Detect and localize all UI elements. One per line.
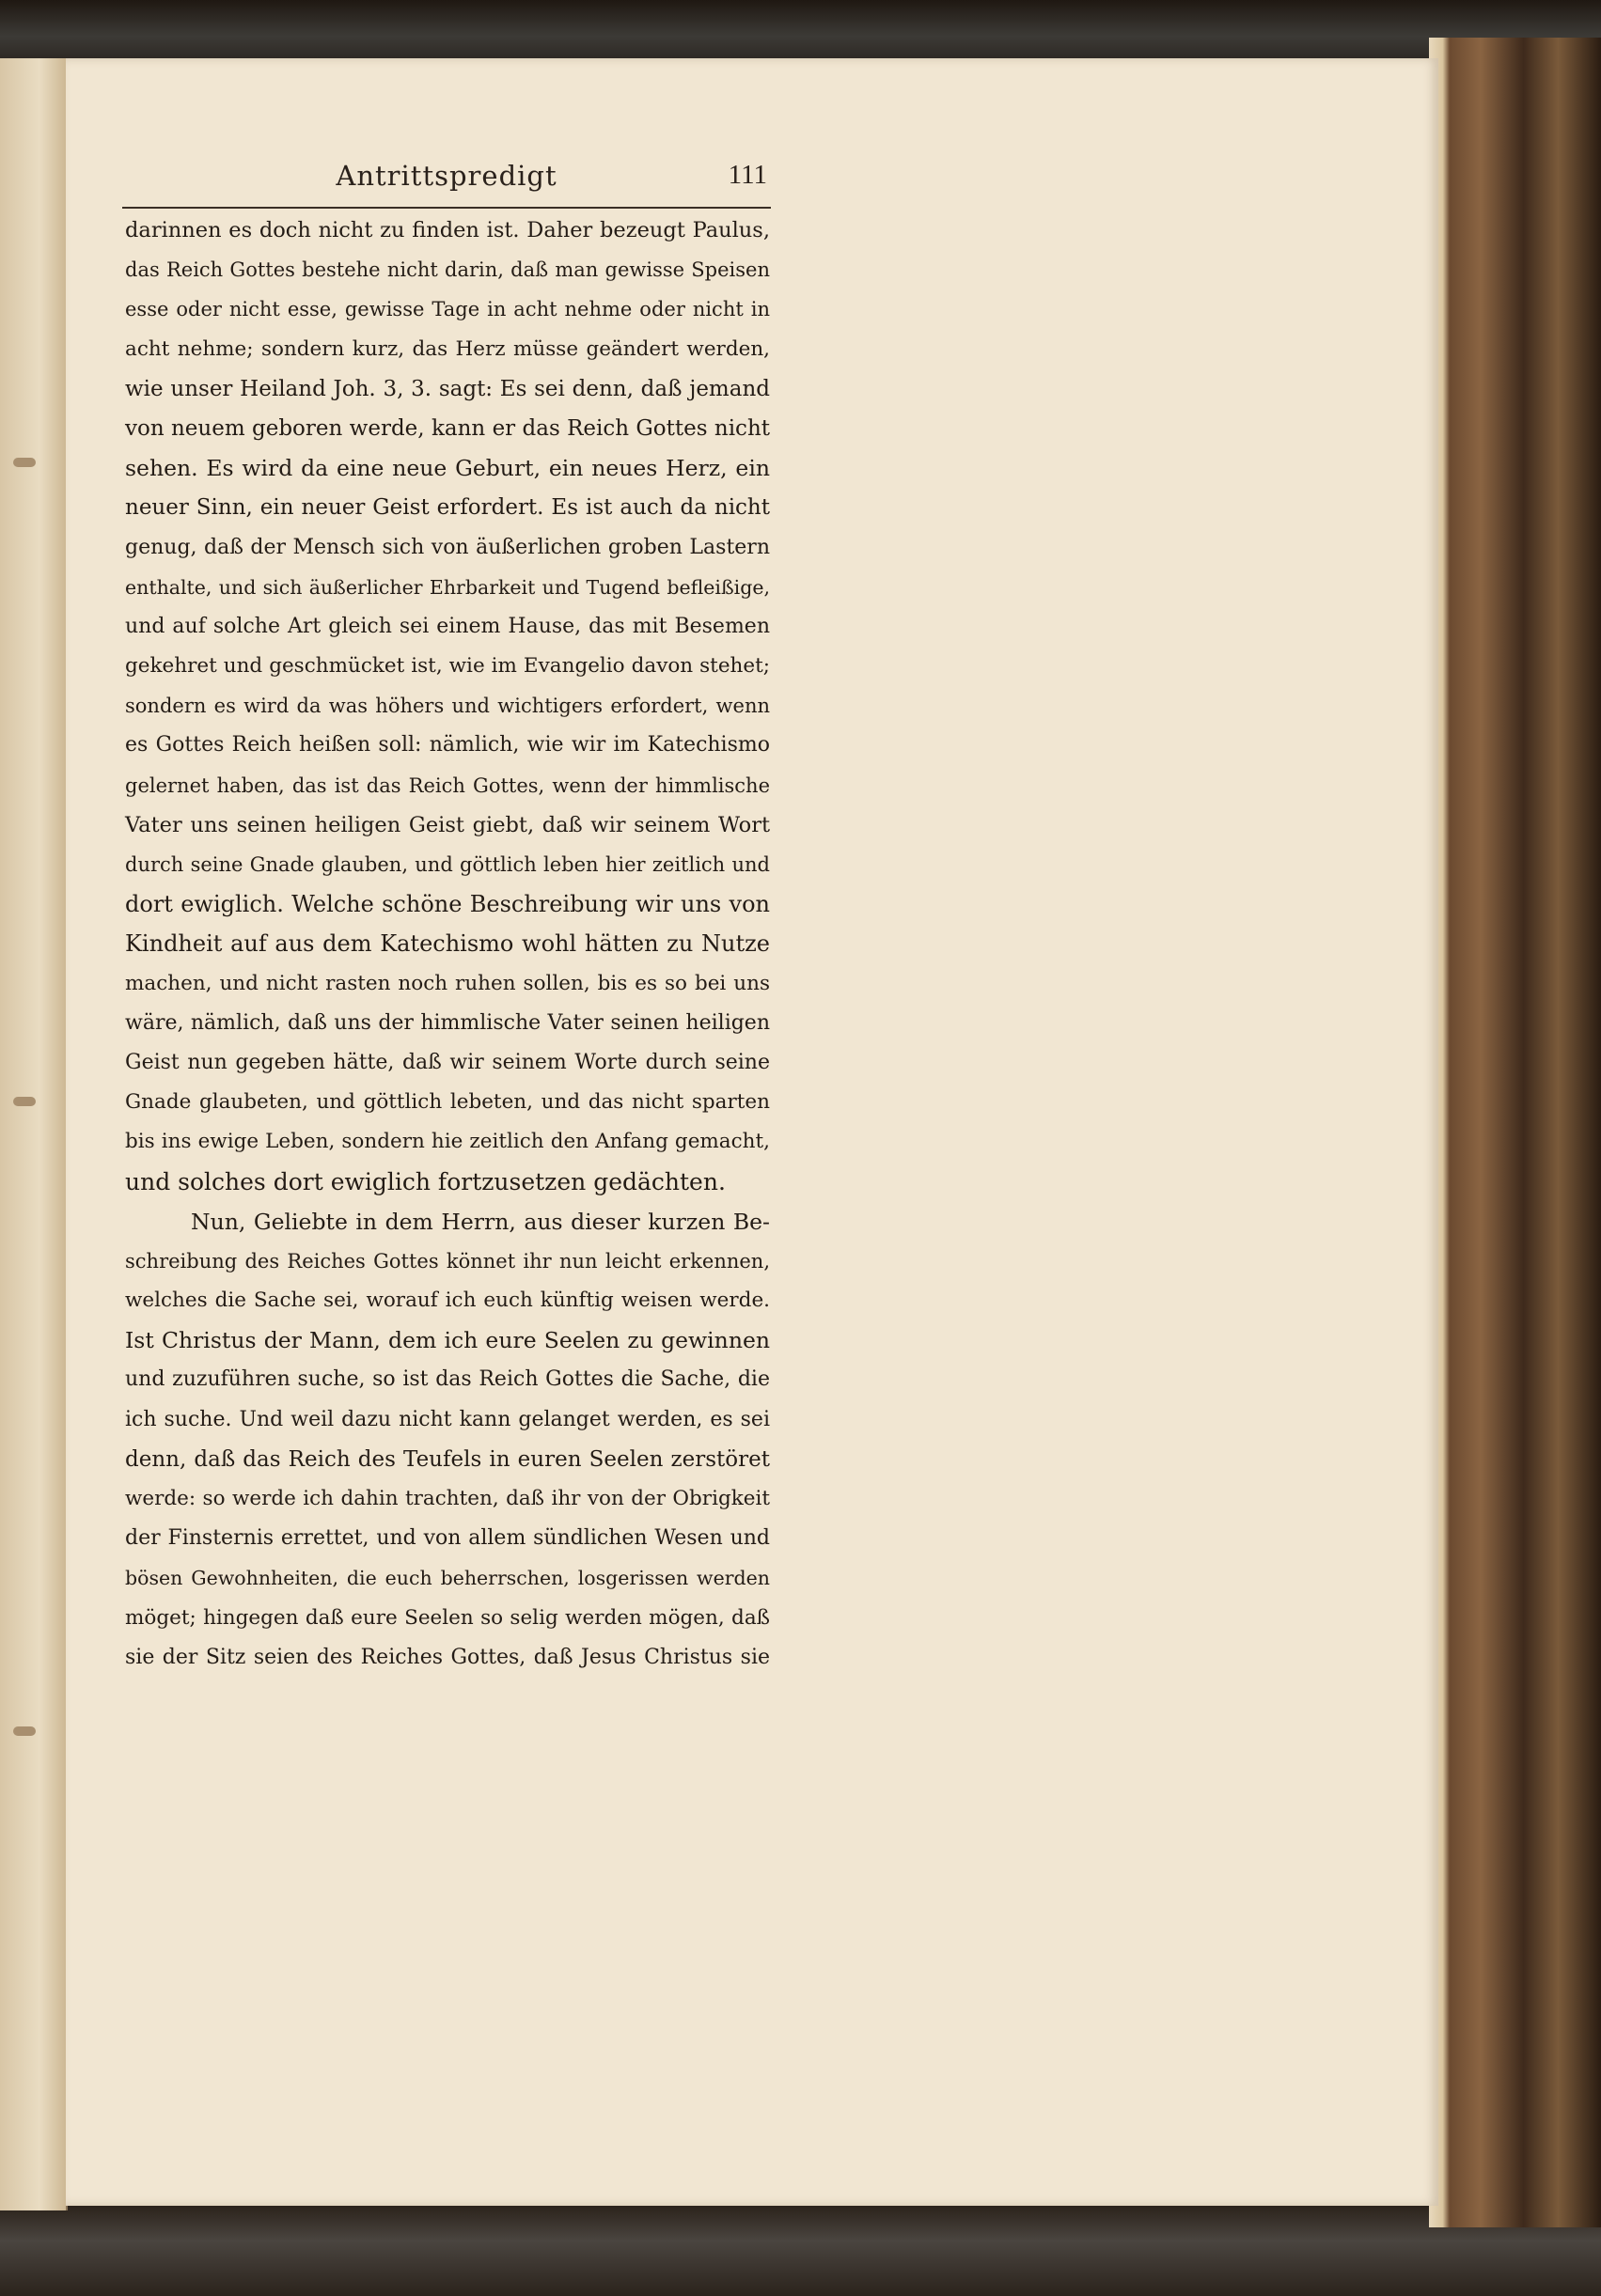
stitch-mark [13,458,36,467]
text-line: wie unser Heiland Joh. 3, 3. sagt: Es sei denn, daß jemand [125,376,770,401]
page-header [122,160,771,209]
text-line: und zuzuführen suche, so ist das Reich Gottes die Sache, die [125,1367,770,1392]
text-line: Gnade glaubeten, und göttlich lebeten, und das nicht sparten [125,1090,770,1115]
text-line: Kindheit auf aus dem Katechismo wohl hätten zu Nutze [125,930,770,958]
text-line: bis ins ewige Leben, sondern hie zeitlich den Anfang gemacht, [125,1130,770,1154]
text-line: werde: so werde ich dahin trachten, daß ihr von der Obrigkeit [125,1487,770,1510]
text-line: dort ewiglich. Welche schöne Beschreibung wir uns von [125,891,770,918]
text-line: wäre, nämlich, daß uns der himmlische Vater seinen heiligen [125,1010,770,1035]
text-line: schreibung des Reiches Gottes könnet ihr nun leicht erkennen, [125,1249,770,1273]
text-line: machen, und nicht rasten noch ruhen sollen, bis es so bei uns [125,971,770,995]
text-line: und auf solche Art gleich sei einem Hause, das mit Besemen [125,614,770,638]
running-title: Antrittspredigt [336,160,557,192]
stitch-mark [13,1097,36,1106]
text-line: und solches dort ewiglich fortzusetzen gedächten. [125,1167,726,1195]
text-line: möget; hingegen daß eure Seelen so selig werden mögen, daß [125,1605,770,1630]
text-line: der Finsternis errettet, und von allem sündlichen Wesen und [125,1526,770,1551]
text-line: Vater uns seinen heiligen Geist giebt, daß wir seinem Wort [125,812,770,837]
text-line: denn, daß das Reich des Teufels in euren Seelen zerstöret [125,1446,770,1472]
text-line: es Gottes Reich heißen soll: nämlich, wie wir im Katechismo [125,733,770,758]
text-line: sondern es wird da was höhers und wichtigers erfordert, wenn [125,695,770,718]
text-line: sie der Sitz seien des Reiches Gottes, daß Jesus Christus sie [125,1645,770,1669]
text-line: neuer Sinn, ein neuer Geist erfordert. Es ist auch da nicht [125,495,770,521]
book-cover-right [1429,38,1601,2227]
stitch-mark [13,1726,36,1736]
text-line: genug, daß der Mensch sich von äußerlichen groben Lastern [125,535,770,559]
body-text [125,211,770,1669]
text-line: welches die Sache sei, worauf ich euch künftig weisen werde. [125,1289,770,1313]
text-line: gekehret und geschmücket ist, wie im Evangelio davon stehet; [125,654,770,679]
text-line: Geist nun gegeben hätte, daß wir seinem Worte durch seine [125,1050,770,1074]
text-line: ich suche. Und weil dazu nicht kann gelanget werden, es sei [125,1407,770,1431]
facing-page-edge [0,58,68,2210]
page-number: 111 [728,160,767,190]
text-line: darinnen es doch nicht zu finden ist. Daher bezeugt Paulus, [125,218,770,242]
text-line: acht nehme; sondern kurz, das Herz müsse geändert werden, [125,336,770,361]
text-line: enthalte, und sich äußerlicher Ehrbarkeit und Tugend befleißige, [125,575,770,599]
book-cover-top [0,0,1601,66]
text-line: von neuem geboren werde, kann er das Reich Gottes nicht [125,415,770,441]
text-line: gelernet haben, das ist das Reich Gottes, wenn der himmlische [125,773,770,797]
text-line: durch seine Gnade glauben, und göttlich leben hier zeitlich und [125,853,770,876]
book-cover-bottom [0,2204,1601,2296]
text-line: sehen. Es wird da eine neue Geburt, ein neues Herz, ein [125,455,770,482]
text-line: bösen Gewohnheiten, die euch beherrschen, losgerissen werden [125,1567,770,1590]
text-line: Ist Christus der Mann, dem ich eure Seelen zu gewinnen [125,1327,770,1354]
text-line: Nun, Geliebte in dem Herrn, aus dieser kurzen Be- [191,1208,770,1235]
binding-stitches [13,209,41,1712]
text-line: esse oder nicht esse, gewisse Tage in acht nehme oder nicht in [125,298,770,321]
text-line: das Reich Gottes bestehe nicht darin, daß man gewisse Speisen [125,258,770,282]
